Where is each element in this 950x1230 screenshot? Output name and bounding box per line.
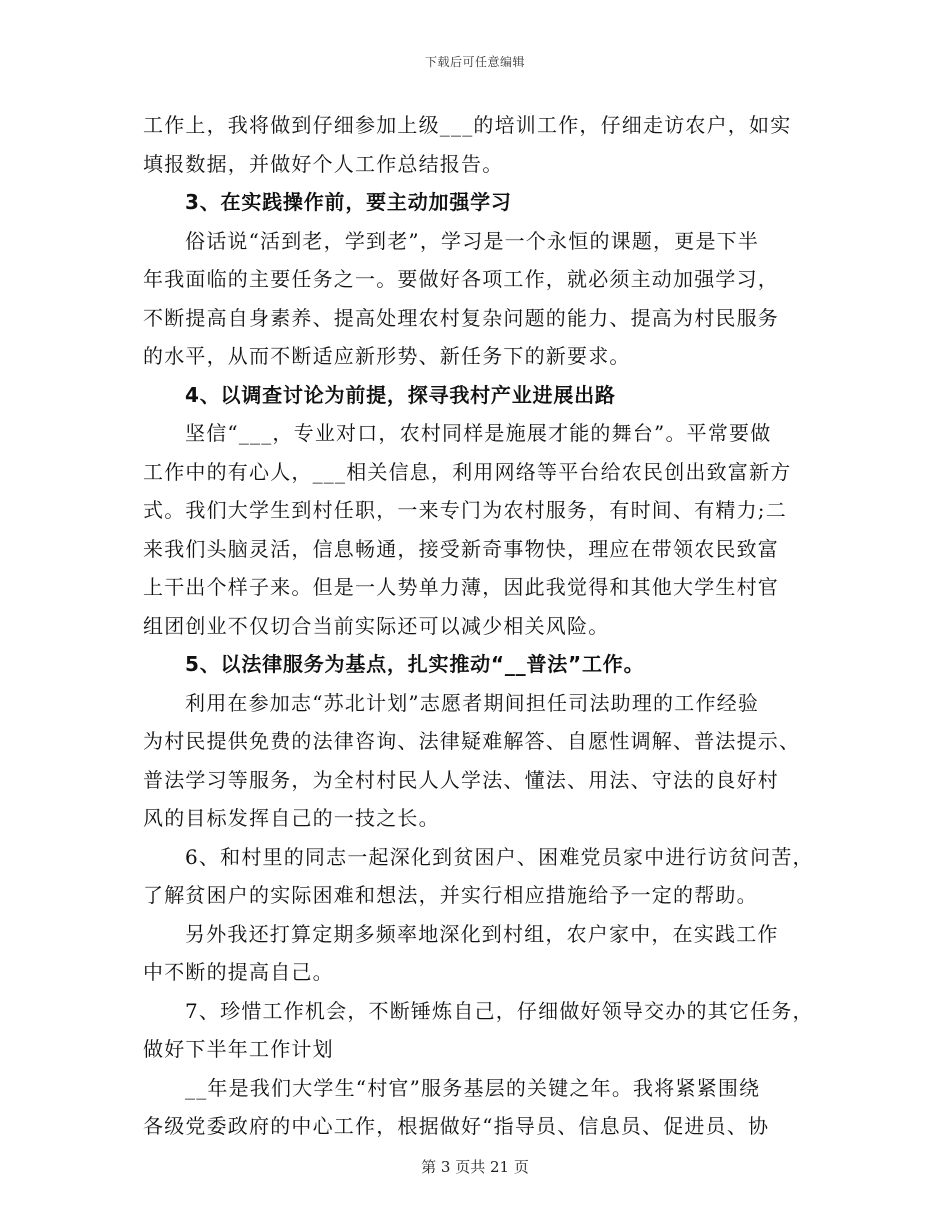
text-line: 另外我还打算定期多频率地深化到村组，农户家中，在实践工作 bbox=[185, 921, 779, 946]
text-line: 利用在参加志“苏北计划”志愿者期间担任司法助理的工作经验 bbox=[185, 690, 760, 715]
text-line: 填报数据，并做好个人工作总结报告。 bbox=[143, 151, 504, 176]
section-heading: 5、以法律服务为基点，扎实推动“__普法”工作。 bbox=[185, 652, 645, 676]
text-line: 了解贫困户的实际困难和想法，并实行相应措施给予一定的帮助。 bbox=[143, 883, 758, 907]
text-line: 式。我们大学生到村任职，一来专门为农村服务，有时间、有精力;二 bbox=[143, 498, 787, 522]
text-line: 来我们头脑灵活，信息畅通，接受新奇事物快，理应在带领农民致富 bbox=[143, 536, 779, 561]
document-body bbox=[143, 106, 823, 1146]
text-line: 坚信“___，专业对口，农村同样是施展才能的舞台”。平常要做 bbox=[185, 421, 772, 445]
text-line: __年是我们大学生“村官”服务基层的关键之年。我将紧紧围绕 bbox=[185, 1075, 761, 1100]
text-line: 风的目标发挥自己的一技之长。 bbox=[143, 806, 440, 830]
text-line: 俗话说“活到老，学到老”，学习是一个永恒的课题，更是下半 bbox=[185, 228, 760, 253]
text-line: 上干出个样子来。但是一人势单力薄，因此我觉得和其他大学生村官 bbox=[143, 575, 779, 599]
section-heading: 4、以调查讨论为前提，探寻我村产业进展出路 bbox=[185, 382, 616, 407]
page-header: 下载后可任意编辑 bbox=[424, 55, 525, 69]
text-line: 的水平，从而不断适应新形势、新任务下的新要求。 bbox=[143, 344, 631, 368]
text-line: 年我面临的主要任务之一。要做好各项工作，就必须主动加强学习， bbox=[143, 267, 779, 291]
page-number: 第 3 页共 21 页 bbox=[421, 1158, 529, 1176]
text-line: 工作上，我将做到仔细参加上级___的培训工作，仔细走访农户，如实 bbox=[143, 113, 792, 137]
text-line: 中不断的提高自己。 bbox=[143, 960, 334, 984]
text-line: 各级党委政府的中心工作，根据做好“指导员、信息员、促进员、协 bbox=[143, 1114, 770, 1138]
text-line: 普法学习等服务，为全村村民人人学法、懂法、用法、守法的良好村 bbox=[143, 767, 779, 792]
text-line: 6、和村里的同志一起深化到贫困户、困难党员家中进行访贫问苦， bbox=[185, 844, 814, 869]
text-line: 组团创业不仅切合当前实际还可以减少相关风险。 bbox=[143, 613, 610, 638]
text-line: 工作中的有心人，___相关信息，利用网络等平台给农民创出致富新方 bbox=[143, 459, 792, 484]
section-heading: 3、在实践操作前，要主动加强学习 bbox=[185, 190, 512, 214]
text-line: 做好下半年工作计划 bbox=[143, 1037, 334, 1061]
text-line: 不断提高自身素养、提高处理农村复杂问题的能力、提高为村民服务 bbox=[143, 305, 779, 330]
text-line: 7、珍惜工作机会，不断锤炼自己，仔细做好领导交办的其它任务， bbox=[185, 998, 814, 1023]
text-line: 为村民提供免费的法律咨询、法律疑难解答、自愿性调解、普法提示、 bbox=[143, 729, 801, 753]
